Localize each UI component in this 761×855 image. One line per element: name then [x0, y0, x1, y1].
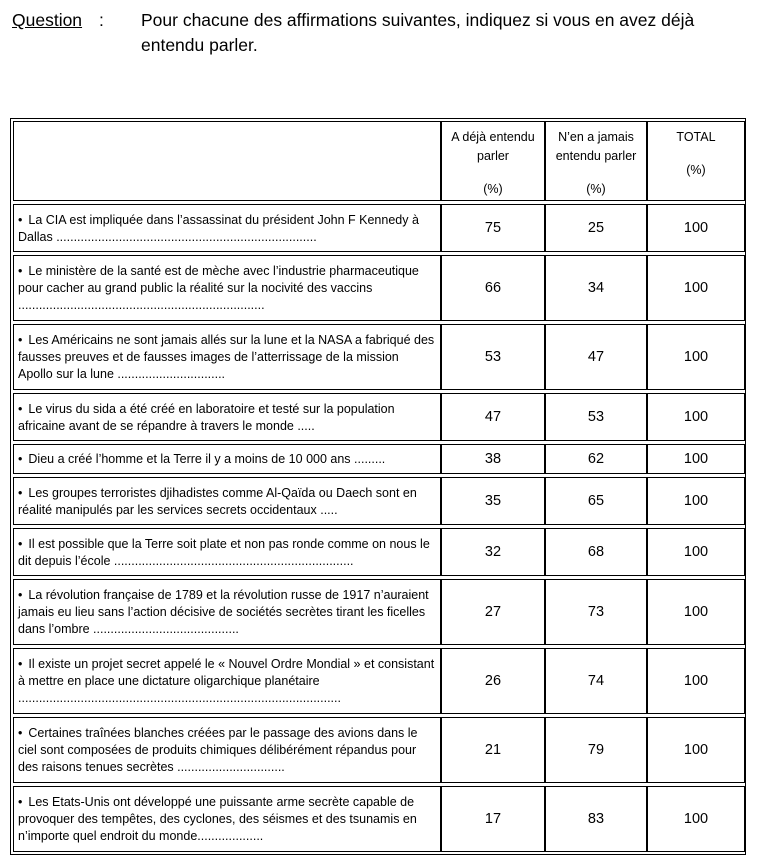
statement-text: Dieu a créé l’homme et la Terre il y a moins de 10 000 ans ......... — [28, 452, 386, 466]
survey-table — [13, 121, 745, 852]
heard-value: 75 — [441, 204, 545, 252]
heard-value: 17 — [441, 786, 545, 852]
bullet-icon: • — [18, 657, 23, 671]
total-value: 100 — [647, 393, 745, 441]
statement-cell — [13, 324, 441, 390]
table-row — [13, 717, 745, 783]
heard-value: 27 — [441, 579, 545, 645]
heard-value: 38 — [441, 444, 545, 474]
header-heard-label: A déjà entendu parler — [451, 130, 535, 163]
header-empty-cell — [13, 121, 441, 201]
total-value: 100 — [647, 579, 745, 645]
never-value: 68 — [545, 528, 647, 576]
heard-value: 32 — [441, 528, 545, 576]
statement-text: Les Américains ne sont jamais allés sur la lune et la NASA a fabriqué des fausses preuves et de fausses images de l’atterrissage de la mission Apollo sur la lune ............................... — [18, 333, 435, 381]
never-value: 34 — [545, 255, 647, 321]
header-total — [647, 121, 745, 201]
heard-value: 66 — [441, 255, 545, 321]
total-value: 100 — [647, 786, 745, 852]
statement-text: Certaines traînées blanches créées par le passage des avions dans le ciel sont composées de produits chimiques délibérément répandus pour des raisons tenues secrètes ............................... — [18, 726, 418, 774]
statement-text: Il existe un projet secret appelé le « Nouvel Ordre Mondial » et consistant à mettre en place une dictature oligarchique planétaire ............................................................................................. — [18, 657, 435, 705]
table-row — [13, 477, 745, 525]
bullet-icon: • — [18, 485, 23, 500]
heard-value: 53 — [441, 324, 545, 390]
bullet-icon: • — [18, 726, 23, 740]
table-row — [13, 528, 745, 576]
never-value: 65 — [545, 477, 647, 525]
header-heard-unit: (%) — [483, 182, 503, 196]
table-row — [13, 579, 745, 645]
statement-cell — [13, 444, 441, 474]
bullet-icon: • — [18, 212, 23, 227]
never-value: 74 — [545, 648, 647, 714]
table-row — [13, 393, 745, 441]
heard-value: 21 — [441, 717, 545, 783]
statement-cell — [13, 579, 441, 645]
never-value: 62 — [545, 444, 647, 474]
statement-text: Il est possible que la Terre soit plate et non pas ronde comme on nous le dit depuis l’école ..................................................................... — [18, 536, 430, 568]
statement-cell — [13, 648, 441, 714]
header-never — [545, 121, 647, 201]
statement-cell — [13, 717, 441, 783]
statement-cell — [13, 393, 441, 441]
question-label: Question — [12, 10, 83, 30]
statement-cell — [13, 204, 441, 252]
never-value: 25 — [545, 204, 647, 252]
header-total-label: TOTAL — [676, 130, 716, 144]
question-colon: : — [99, 10, 104, 30]
total-value: 100 — [647, 444, 745, 474]
total-value: 100 — [647, 204, 745, 252]
statement-text: La révolution française de 1789 et la révolution russe de 1917 n’auraient jamais eu lieu sans l’action décisive de sociétés secrètes tirant les ficelles dans l’ombre .......................................... — [18, 588, 429, 636]
table-row — [13, 648, 745, 714]
statement-cell — [13, 477, 441, 525]
never-value: 47 — [545, 324, 647, 390]
never-value: 53 — [545, 393, 647, 441]
table-row — [13, 786, 745, 852]
statement-text: Le ministère de la santé est de mèche avec l’industrie pharmaceutique pour cacher au grand public la réalité sur la nocivité des vaccins ....................................................................... — [18, 264, 419, 312]
table-row — [13, 444, 745, 474]
never-value: 73 — [545, 579, 647, 645]
total-value: 100 — [647, 477, 745, 525]
heard-value: 47 — [441, 393, 545, 441]
total-value: 100 — [647, 324, 745, 390]
question-text: Pour chacune des affirmations suivantes, indiquez si vous en avez déjà entendu parler. — [141, 10, 695, 55]
statement-text: Les Etats-Unis ont développé une puissante arme secrète capable de provoquer des tempêtes, des cyclones, des séismes et des tsunamis en n’importe quel endroit du monde................... — [18, 795, 417, 843]
statement-cell — [13, 786, 441, 852]
bullet-icon: • — [18, 795, 23, 809]
header-never-unit: (%) — [586, 182, 606, 196]
table-row — [13, 204, 745, 252]
statement-text: La CIA est impliquée dans l’assassinat du président John F Kennedy à Dallas ........................................................................... — [18, 212, 419, 244]
statement-text: Les groupes terroristes djihadistes comme Al-Qaïda ou Daech sont en réalité manipulés par les services secrets occidentaux ..... — [18, 485, 417, 517]
survey-table-frame — [10, 118, 746, 855]
statement-text: Le virus du sida a été créé en laboratoire et testé sur la population africaine avant de se répandre à travers le monde ..... — [18, 401, 395, 433]
bullet-icon: • — [18, 401, 23, 416]
table-row — [13, 324, 745, 390]
bullet-icon: • — [18, 264, 23, 278]
total-value: 100 — [647, 648, 745, 714]
heard-value: 35 — [441, 477, 545, 525]
never-value: 79 — [545, 717, 647, 783]
statement-cell — [13, 255, 441, 321]
bullet-icon: • — [18, 333, 23, 347]
bullet-icon: • — [18, 452, 23, 466]
table-row — [13, 255, 745, 321]
total-value: 100 — [647, 255, 745, 321]
bullet-icon: • — [18, 588, 23, 602]
total-value: 100 — [647, 717, 745, 783]
header-total-unit: (%) — [686, 163, 706, 177]
never-value: 83 — [545, 786, 647, 852]
header-never-label: N’en a jamais entendu parler — [555, 130, 637, 163]
bullet-icon: • — [18, 536, 23, 551]
table-header-row — [13, 121, 745, 201]
total-value: 100 — [647, 528, 745, 576]
statement-cell — [13, 528, 441, 576]
heard-value: 26 — [441, 648, 545, 714]
header-heard — [441, 121, 545, 201]
